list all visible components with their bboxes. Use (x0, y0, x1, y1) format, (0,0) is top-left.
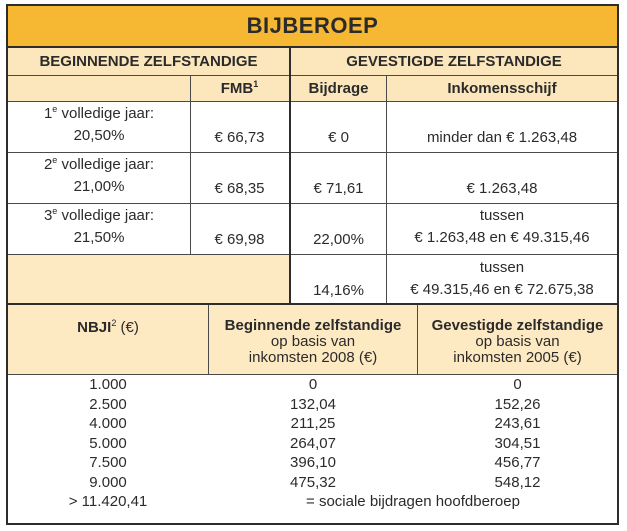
year-sup: e (52, 155, 58, 165)
nbji-title: NBJI (77, 319, 112, 336)
list-item: 264,07 (290, 434, 336, 452)
row-4-empty-cell (8, 255, 289, 303)
list-item: 2.500 (89, 395, 127, 413)
row-1-bijdrage: € 0 (328, 128, 349, 146)
row-3-fmb: € 69,98 (214, 230, 265, 248)
list-item: 1.000 (89, 376, 127, 393)
year-number: 1 (43, 105, 53, 122)
list-item: 475,32 (290, 473, 336, 491)
header-fmb-label: FMB (220, 80, 254, 97)
list-item: 5.000 (89, 434, 127, 452)
divider (208, 305, 209, 374)
list-item: 304,51 (494, 434, 541, 452)
list-item: 152,26 (494, 395, 541, 413)
divider (386, 76, 387, 303)
row-1-percentage: 20,50% (73, 127, 125, 144)
list-item: 132,04 (290, 395, 336, 413)
schijf-line-2: € 1.263,48 en € 49.315,46 (414, 229, 590, 246)
list-item: 211,25 (290, 415, 336, 432)
row-1-fmb: € 66,73 (214, 128, 265, 146)
list-item: 456,77 (494, 454, 541, 471)
row-3-inkomensschijf (387, 205, 617, 249)
list-item: 0 (308, 376, 318, 393)
list-item: 548,12 (494, 473, 541, 491)
divider (8, 203, 617, 204)
nbji-list (8, 375, 208, 512)
col3-sub2: inkomsten 2005 (€) (453, 349, 582, 366)
divider (289, 48, 291, 303)
row-2-bijdrage: € 71,61 (313, 179, 364, 197)
col2-sub2: inkomsten 2008 (€) (248, 349, 378, 366)
col2-sub1: op basis van (270, 333, 356, 350)
year-number: 2 (43, 156, 53, 173)
year-number: 3 (43, 207, 53, 224)
row-4-bijdrage: 14,16% (313, 281, 364, 299)
header-beginnende-basis (209, 318, 417, 366)
header-gevestigde-label: GEVESTIGDE ZELFSTANDIGE (346, 53, 562, 70)
year-text: volledige jaar: (57, 105, 155, 122)
header-gevestigde-basis (418, 318, 617, 366)
year-text: volledige jaar: (57, 156, 155, 173)
divider (190, 76, 191, 254)
schijf-line-2: € 49.315,46 en € 72.675,38 (410, 281, 594, 298)
list-item: > 11.420,41 (68, 493, 148, 510)
header-fmb (190, 76, 289, 101)
row-2-percentage: 21,00% (73, 178, 125, 195)
table-title-text: BIJBEROEP (246, 13, 379, 38)
list-item: 396,10 (290, 454, 336, 471)
row-2-fmb: € 68,35 (214, 179, 265, 197)
list-item: 4.000 (89, 415, 127, 432)
divider (8, 101, 617, 102)
row-3-year (8, 205, 190, 249)
gevestigde-list (418, 375, 617, 492)
footnote-1: 1 (253, 79, 259, 89)
beginnende-list (209, 375, 417, 492)
header-bijdrage-label: Bijdrage (308, 80, 369, 97)
schijf-line-1: tussen (479, 207, 525, 224)
header-beginnende-label: BEGINNENDE ZELFSTANDIGE (39, 53, 258, 70)
row-1-inkomensschijf: minder dan € 1.263,48 (426, 128, 578, 146)
header-gevestigde (291, 48, 617, 75)
row-2-inkomensschijf: € 1.263,48 (466, 179, 538, 197)
table-title (8, 6, 617, 46)
last-row-text: = sociale bijdragen hoofdberoep (306, 493, 520, 510)
footnote-2: 2 (111, 318, 117, 328)
row-4-inkomensschijf (387, 257, 617, 301)
list-item: 9.000 (89, 473, 127, 491)
schijf-line-1: tussen (479, 259, 525, 276)
list-item: 7.500 (89, 454, 127, 471)
year-sup: e (52, 104, 58, 114)
list-item: 0 (513, 376, 522, 393)
header-inkomensschijf (387, 76, 617, 101)
row-1-year (8, 103, 190, 147)
divider (417, 305, 418, 374)
header-nbji (8, 320, 208, 336)
list-item: 243,61 (494, 415, 541, 432)
col3-title: Gevestigde zelfstandige (431, 317, 604, 334)
row-3-percentage: 21,50% (73, 229, 125, 246)
bijberoep-table (6, 4, 619, 525)
header-beginnende (8, 48, 289, 75)
col3-sub1: op basis van (475, 333, 560, 350)
header-inkomensschijf-label: Inkomensschijf (447, 80, 557, 97)
divider (8, 152, 617, 153)
header-bijdrage (291, 76, 386, 101)
row-3-bijdrage: 22,00% (313, 230, 364, 248)
row-2-year (8, 154, 190, 198)
year-sup: e (52, 206, 58, 216)
col2-title: Beginnende zelfstandige (224, 317, 402, 334)
year-text: volledige jaar: (57, 207, 155, 224)
nbji-unit: (€) (116, 319, 139, 336)
